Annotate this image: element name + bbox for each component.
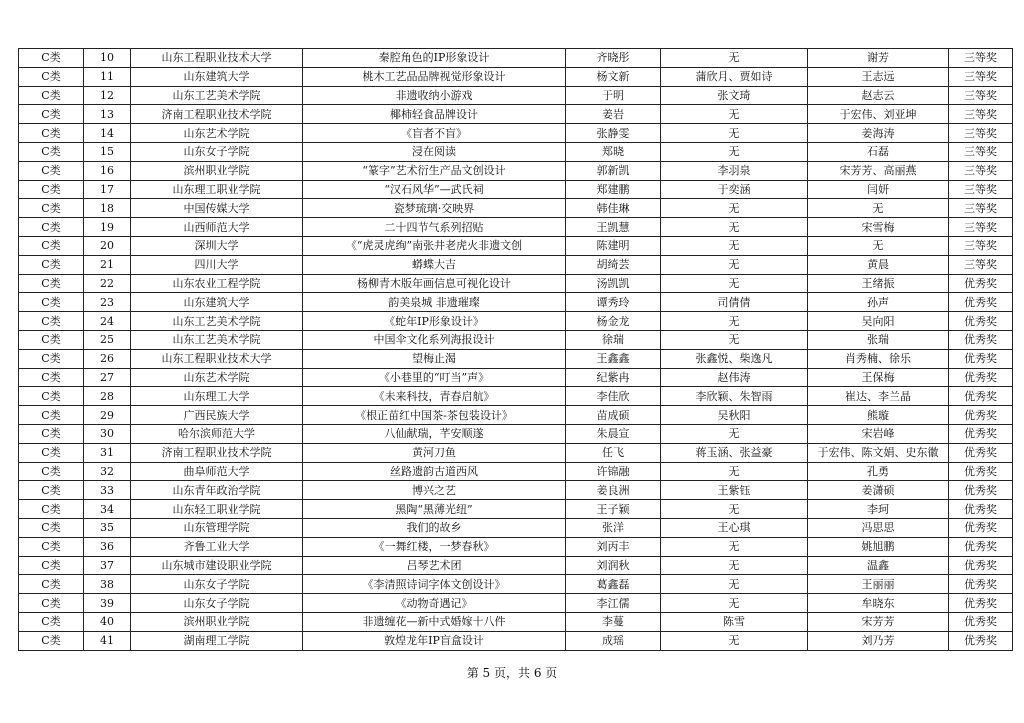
cell-work: 博兴之艺 (303, 481, 566, 500)
cell-cat: C类 (19, 537, 84, 556)
cell-num: 27 (84, 368, 131, 387)
cell-num: 23 (84, 293, 131, 312)
cell-author: 张静雯 (566, 124, 661, 143)
cell-work: 我们的故乡 (303, 518, 566, 537)
cell-cat: C类 (19, 293, 84, 312)
cell-work: 秦腔角色的IP形象设计 (303, 49, 566, 68)
cell-award: 优秀奖 (949, 330, 1013, 349)
cell-cat: C类 (19, 481, 84, 500)
cell-tutor: 黄晨 (808, 255, 949, 274)
cell-coauth: 无 (661, 594, 808, 613)
table-row (19, 556, 1013, 575)
cell-school: 山东工程职业技术大学 (131, 49, 303, 68)
cell-school: 山东女子学院 (131, 142, 303, 161)
cell-school: 山东工艺美术学院 (131, 330, 303, 349)
cell-cat: C类 (19, 500, 84, 519)
cell-award: 优秀奖 (949, 631, 1013, 650)
cell-school: 哈尔滨师范大学 (131, 424, 303, 443)
cell-award: 优秀奖 (949, 594, 1013, 613)
cell-tutor: 石磊 (808, 142, 949, 161)
cell-tutor: 李珂 (808, 500, 949, 519)
cell-cat: C类 (19, 556, 84, 575)
cell-coauth: 陈雪 (661, 612, 808, 631)
table-row (19, 312, 1013, 331)
cell-school: 四川大学 (131, 255, 303, 274)
cell-award: 优秀奖 (949, 537, 1013, 556)
table-row (19, 236, 1013, 255)
cell-cat: C类 (19, 86, 84, 105)
cell-num: 28 (84, 387, 131, 406)
cell-school: 济南工程职业技术学院 (131, 443, 303, 462)
cell-coauth: 无 (661, 500, 808, 519)
table-row (19, 349, 1013, 368)
cell-school: 山东建筑大学 (131, 293, 303, 312)
cell-award: 优秀奖 (949, 387, 1013, 406)
cell-award: 三等奖 (949, 218, 1013, 237)
cell-num: 10 (84, 49, 131, 68)
cell-work: 黑陶“黑薄光纽” (303, 500, 566, 519)
cell-author: 王凯慧 (566, 218, 661, 237)
table-row (19, 575, 1013, 594)
cell-award: 优秀奖 (949, 575, 1013, 594)
cell-author: 于明 (566, 86, 661, 105)
cell-school: 山东轻工职业学院 (131, 500, 303, 519)
table-row (19, 631, 1013, 650)
table-row (19, 387, 1013, 406)
cell-tutor: 宋岩峰 (808, 424, 949, 443)
table-row (19, 218, 1013, 237)
cell-award: 三等奖 (949, 142, 1013, 161)
cell-tutor: 崔达、李兰晶 (808, 387, 949, 406)
cell-work: 《动物奇遇记》 (303, 594, 566, 613)
cell-award: 优秀奖 (949, 462, 1013, 481)
cell-tutor: 温鑫 (808, 556, 949, 575)
cell-award: 优秀奖 (949, 518, 1013, 537)
cell-author: 朱晨宣 (566, 424, 661, 443)
cell-author: 姜岩 (566, 105, 661, 124)
cell-award: 三等奖 (949, 161, 1013, 180)
cell-work: 《一舞红楼，一梦春秋》 (303, 537, 566, 556)
cell-coauth: 无 (661, 142, 808, 161)
cell-cat: C类 (19, 218, 84, 237)
cell-author: 葛鑫磊 (566, 575, 661, 594)
cell-school: 山东工艺美术学院 (131, 312, 303, 331)
cell-work: 《根正苗红中国茶-茶包装设计》 (303, 406, 566, 425)
table-row (19, 49, 1013, 68)
cell-work: “篆字”艺术衍生产品文创设计 (303, 161, 566, 180)
cell-award: 优秀奖 (949, 612, 1013, 631)
cell-tutor: 王志远 (808, 67, 949, 86)
cell-cat: C类 (19, 424, 84, 443)
cell-num: 14 (84, 124, 131, 143)
awards-table (18, 48, 1013, 651)
cell-tutor: 姜海涛 (808, 124, 949, 143)
cell-author: 纪紫冉 (566, 368, 661, 387)
table-row (19, 199, 1013, 218)
cell-school: 山东工程职业技术大学 (131, 349, 303, 368)
cell-school: 中国传媒大学 (131, 199, 303, 218)
cell-award: 优秀奖 (949, 556, 1013, 575)
cell-num: 36 (84, 537, 131, 556)
cell-tutor: 宋芳芳、高丽燕 (808, 161, 949, 180)
cell-author: 张洋 (566, 518, 661, 537)
cell-school: 山西师范大学 (131, 218, 303, 237)
cell-work: 《盲者不盲》 (303, 124, 566, 143)
cell-work: 望梅止渴 (303, 349, 566, 368)
cell-work: 敦煌龙年IP盲盒设计 (303, 631, 566, 650)
cell-award: 三等奖 (949, 67, 1013, 86)
cell-coauth: 李羽泉 (661, 161, 808, 180)
cell-work: 黄河刀鱼 (303, 443, 566, 462)
cell-num: 25 (84, 330, 131, 349)
cell-coauth: 无 (661, 105, 808, 124)
cell-num: 21 (84, 255, 131, 274)
cell-num: 37 (84, 556, 131, 575)
cell-author: 苗成硕 (566, 406, 661, 425)
cell-cat: C类 (19, 124, 84, 143)
cell-coauth: 无 (661, 124, 808, 143)
cell-school: 山东艺术学院 (131, 368, 303, 387)
cell-school: 湖南理工学院 (131, 631, 303, 650)
cell-coauth: 张文琦 (661, 86, 808, 105)
cell-award: 优秀奖 (949, 312, 1013, 331)
cell-school: 深圳大学 (131, 236, 303, 255)
cell-coauth: 于奕涵 (661, 180, 808, 199)
cell-work: 桃木工艺品品牌视觉形象设计 (303, 67, 566, 86)
cell-cat: C类 (19, 67, 84, 86)
cell-cat: C类 (19, 180, 84, 199)
table-row (19, 594, 1013, 613)
table-row (19, 518, 1013, 537)
cell-num: 15 (84, 142, 131, 161)
cell-award: 三等奖 (949, 86, 1013, 105)
cell-tutor: 王绪振 (808, 274, 949, 293)
cell-school: 山东理工职业学院 (131, 180, 303, 199)
cell-num: 34 (84, 500, 131, 519)
cell-author: 刘润秋 (566, 556, 661, 575)
cell-work: 《未来科技，青春启航》 (303, 387, 566, 406)
cell-num: 20 (84, 236, 131, 255)
table-row (19, 105, 1013, 124)
cell-award: 三等奖 (949, 236, 1013, 255)
cell-cat: C类 (19, 142, 84, 161)
cell-tutor: 牟晓东 (808, 594, 949, 613)
cell-num: 39 (84, 594, 131, 613)
cell-tutor: 王保梅 (808, 368, 949, 387)
cell-author: 刘丙丰 (566, 537, 661, 556)
cell-school: 广西民族大学 (131, 406, 303, 425)
table-row (19, 481, 1013, 500)
cell-coauth: 无 (661, 424, 808, 443)
cell-tutor: 张瑞 (808, 330, 949, 349)
cell-school: 山东工艺美术学院 (131, 86, 303, 105)
cell-school: 山东女子学院 (131, 575, 303, 594)
cell-coauth: 无 (661, 255, 808, 274)
cell-tutor: 于宏伟、陈文娟、史东徽 (808, 443, 949, 462)
cell-tutor: 孔勇 (808, 462, 949, 481)
cell-num: 19 (84, 218, 131, 237)
cell-cat: C类 (19, 161, 84, 180)
cell-award: 优秀奖 (949, 481, 1013, 500)
cell-award: 优秀奖 (949, 349, 1013, 368)
cell-author: 杨文新 (566, 67, 661, 86)
cell-cat: C类 (19, 255, 84, 274)
table-row (19, 293, 1013, 312)
cell-num: 26 (84, 349, 131, 368)
cell-school: 齐鲁工业大学 (131, 537, 303, 556)
cell-award: 优秀奖 (949, 500, 1013, 519)
cell-coauth: 无 (661, 199, 808, 218)
cell-coauth: 无 (661, 274, 808, 293)
cell-cat: C类 (19, 274, 84, 293)
cell-coauth: 无 (661, 330, 808, 349)
cell-award: 优秀奖 (949, 274, 1013, 293)
cell-author: 徐瑞 (566, 330, 661, 349)
cell-num: 24 (84, 312, 131, 331)
table-row (19, 180, 1013, 199)
cell-tutor: 熊璇 (808, 406, 949, 425)
cell-cat: C类 (19, 518, 84, 537)
cell-tutor: 无 (808, 199, 949, 218)
cell-award: 优秀奖 (949, 368, 1013, 387)
table-row (19, 161, 1013, 180)
cell-tutor: 谢芳 (808, 49, 949, 68)
cell-tutor: 无 (808, 236, 949, 255)
cell-coauth: 张鑫悦、柴逸凡 (661, 349, 808, 368)
cell-tutor: 肖秀楠、徐乐 (808, 349, 949, 368)
cell-tutor: 姜潇硕 (808, 481, 949, 500)
cell-num: 16 (84, 161, 131, 180)
cell-num: 40 (84, 612, 131, 631)
cell-coauth: 无 (661, 631, 808, 650)
page-footer: 第 5 页，共 6 页 (466, 666, 558, 680)
cell-author: 王鑫鑫 (566, 349, 661, 368)
cell-work: 非遗收纳小游戏 (303, 86, 566, 105)
cell-work: 《小巷里的“叮当”声》 (303, 368, 566, 387)
cell-award: 优秀奖 (949, 293, 1013, 312)
cell-author: 谭秀玲 (566, 293, 661, 312)
cell-school: 山东建筑大学 (131, 67, 303, 86)
table-row (19, 424, 1013, 443)
cell-school: 滨州职业学院 (131, 161, 303, 180)
cell-num: 30 (84, 424, 131, 443)
cell-work: 瓷梦琉璃·交映界 (303, 199, 566, 218)
cell-school: 曲阜师范大学 (131, 462, 303, 481)
cell-work: “汉石风华”—武氏祠 (303, 180, 566, 199)
table-row (19, 124, 1013, 143)
cell-coauth: 李欣颖、朱智雨 (661, 387, 808, 406)
cell-author: 陈建明 (566, 236, 661, 255)
cell-cat: C类 (19, 199, 84, 218)
cell-coauth: 无 (661, 236, 808, 255)
cell-coauth: 无 (661, 49, 808, 68)
cell-tutor: 吴向阳 (808, 312, 949, 331)
cell-num: 33 (84, 481, 131, 500)
cell-tutor: 孙声 (808, 293, 949, 312)
cell-tutor: 赵志云 (808, 86, 949, 105)
cell-coauth: 无 (661, 556, 808, 575)
table-row (19, 406, 1013, 425)
cell-cat: C类 (19, 105, 84, 124)
cell-work: 《李清照诗词字体文创设计》 (303, 575, 566, 594)
cell-cat: C类 (19, 368, 84, 387)
cell-award: 三等奖 (949, 124, 1013, 143)
cell-num: 11 (84, 67, 131, 86)
cell-author: 郑晓 (566, 142, 661, 161)
cell-work: 丝路遗韵古道西风 (303, 462, 566, 481)
cell-award: 三等奖 (949, 49, 1013, 68)
table-row (19, 462, 1013, 481)
table-row (19, 67, 1013, 86)
cell-coauth: 无 (661, 312, 808, 331)
cell-award: 三等奖 (949, 199, 1013, 218)
cell-coauth: 王紫钰 (661, 481, 808, 500)
cell-coauth: 赵伟涛 (661, 368, 808, 387)
cell-num: 18 (84, 199, 131, 218)
cell-cat: C类 (19, 236, 84, 255)
cell-cat: C类 (19, 575, 84, 594)
cell-work: 非遗缠花—新中式婚嫁十八件 (303, 612, 566, 631)
cell-author: 韩佳琳 (566, 199, 661, 218)
cell-school: 山东农业工程学院 (131, 274, 303, 293)
cell-work: 椰柿轻食品牌设计 (303, 105, 566, 124)
cell-work: 《蛇年IP形象设计》 (303, 312, 566, 331)
cell-award: 三等奖 (949, 180, 1013, 199)
cell-coauth: 蒲欣月、贾如诗 (661, 67, 808, 86)
cell-award: 优秀奖 (949, 406, 1013, 425)
cell-num: 41 (84, 631, 131, 650)
cell-coauth: 无 (661, 462, 808, 481)
table-row (19, 330, 1013, 349)
table-row (19, 368, 1013, 387)
cell-cat: C类 (19, 443, 84, 462)
cell-author: 杨金龙 (566, 312, 661, 331)
cell-author: 李蔓 (566, 612, 661, 631)
cell-coauth: 无 (661, 537, 808, 556)
cell-school: 山东理工大学 (131, 387, 303, 406)
cell-school: 山东艺术学院 (131, 124, 303, 143)
table-row (19, 255, 1013, 274)
table-row (19, 86, 1013, 105)
cell-num: 13 (84, 105, 131, 124)
cell-award: 优秀奖 (949, 443, 1013, 462)
table-row (19, 443, 1013, 462)
cell-num: 35 (84, 518, 131, 537)
cell-coauth: 蒋玉涵、张益豪 (661, 443, 808, 462)
cell-author: 王子颖 (566, 500, 661, 519)
cell-school: 山东城市建设职业学院 (131, 556, 303, 575)
cell-cat: C类 (19, 330, 84, 349)
table-row (19, 612, 1013, 631)
cell-work: 二十四节气系列招贴 (303, 218, 566, 237)
cell-work: 《“虎灵虎绚”南张井老虎火非遗文创 (303, 236, 566, 255)
cell-tutor: 宋芳芳 (808, 612, 949, 631)
table-row (19, 500, 1013, 519)
cell-work: 韵美泉城 非遗璀璨 (303, 293, 566, 312)
cell-cat: C类 (19, 406, 84, 425)
cell-work: 中国伞文化系列海报设计 (303, 330, 566, 349)
cell-coauth: 吴秋阳 (661, 406, 808, 425)
cell-cat: C类 (19, 612, 84, 631)
cell-school: 山东女子学院 (131, 594, 303, 613)
cell-work: 浸在阅读 (303, 142, 566, 161)
cell-cat: C类 (19, 462, 84, 481)
cell-author: 汤凯凯 (566, 274, 661, 293)
cell-school: 山东青年政治学院 (131, 481, 303, 500)
cell-cat: C类 (19, 312, 84, 331)
cell-cat: C类 (19, 387, 84, 406)
cell-cat: C类 (19, 49, 84, 68)
cell-author: 郑建鹏 (566, 180, 661, 199)
cell-award: 三等奖 (949, 105, 1013, 124)
cell-tutor: 宋雪梅 (808, 218, 949, 237)
cell-work: 蟒蝶大吉 (303, 255, 566, 274)
cell-school: 山东管理学院 (131, 518, 303, 537)
cell-num: 29 (84, 406, 131, 425)
cell-award: 优秀奖 (949, 424, 1013, 443)
cell-author: 姜良洲 (566, 481, 661, 500)
cell-tutor: 于宏伟、刘亚坤 (808, 105, 949, 124)
cell-author: 胡绮芸 (566, 255, 661, 274)
cell-cat: C类 (19, 594, 84, 613)
cell-num: 22 (84, 274, 131, 293)
table-row (19, 537, 1013, 556)
cell-author: 成瑶 (566, 631, 661, 650)
cell-author: 许锦融 (566, 462, 661, 481)
cell-work: 吕琴艺术团 (303, 556, 566, 575)
cell-coauth: 无 (661, 575, 808, 594)
cell-tutor: 冯思思 (808, 518, 949, 537)
cell-work: 杨柳青木版年画信息可视化设计 (303, 274, 566, 293)
cell-award: 三等奖 (949, 255, 1013, 274)
cell-school: 济南工程职业技术学院 (131, 105, 303, 124)
cell-tutor: 姚旭鹏 (808, 537, 949, 556)
cell-num: 12 (84, 86, 131, 105)
table-row (19, 142, 1013, 161)
cell-coauth: 无 (661, 218, 808, 237)
cell-cat: C类 (19, 631, 84, 650)
cell-work: 八仙献瑞，芊安顺遂 (303, 424, 566, 443)
cell-author: 任飞 (566, 443, 661, 462)
cell-school: 滨州职业学院 (131, 612, 303, 631)
cell-tutor: 王丽丽 (808, 575, 949, 594)
awards-table-body (19, 49, 1013, 651)
cell-num: 17 (84, 180, 131, 199)
cell-tutor: 刘乃芳 (808, 631, 949, 650)
cell-num: 31 (84, 443, 131, 462)
cell-coauth: 司倩倩 (661, 293, 808, 312)
cell-author: 李江儒 (566, 594, 661, 613)
cell-num: 32 (84, 462, 131, 481)
cell-tutor: 闫妍 (808, 180, 949, 199)
cell-num: 38 (84, 575, 131, 594)
cell-coauth: 王心琪 (661, 518, 808, 537)
cell-author: 郭新凯 (566, 161, 661, 180)
cell-author: 齐晓彤 (566, 49, 661, 68)
awards-table-sheet (18, 48, 997, 651)
cell-cat: C类 (19, 349, 84, 368)
cell-author: 李佳欣 (566, 387, 661, 406)
table-row (19, 274, 1013, 293)
